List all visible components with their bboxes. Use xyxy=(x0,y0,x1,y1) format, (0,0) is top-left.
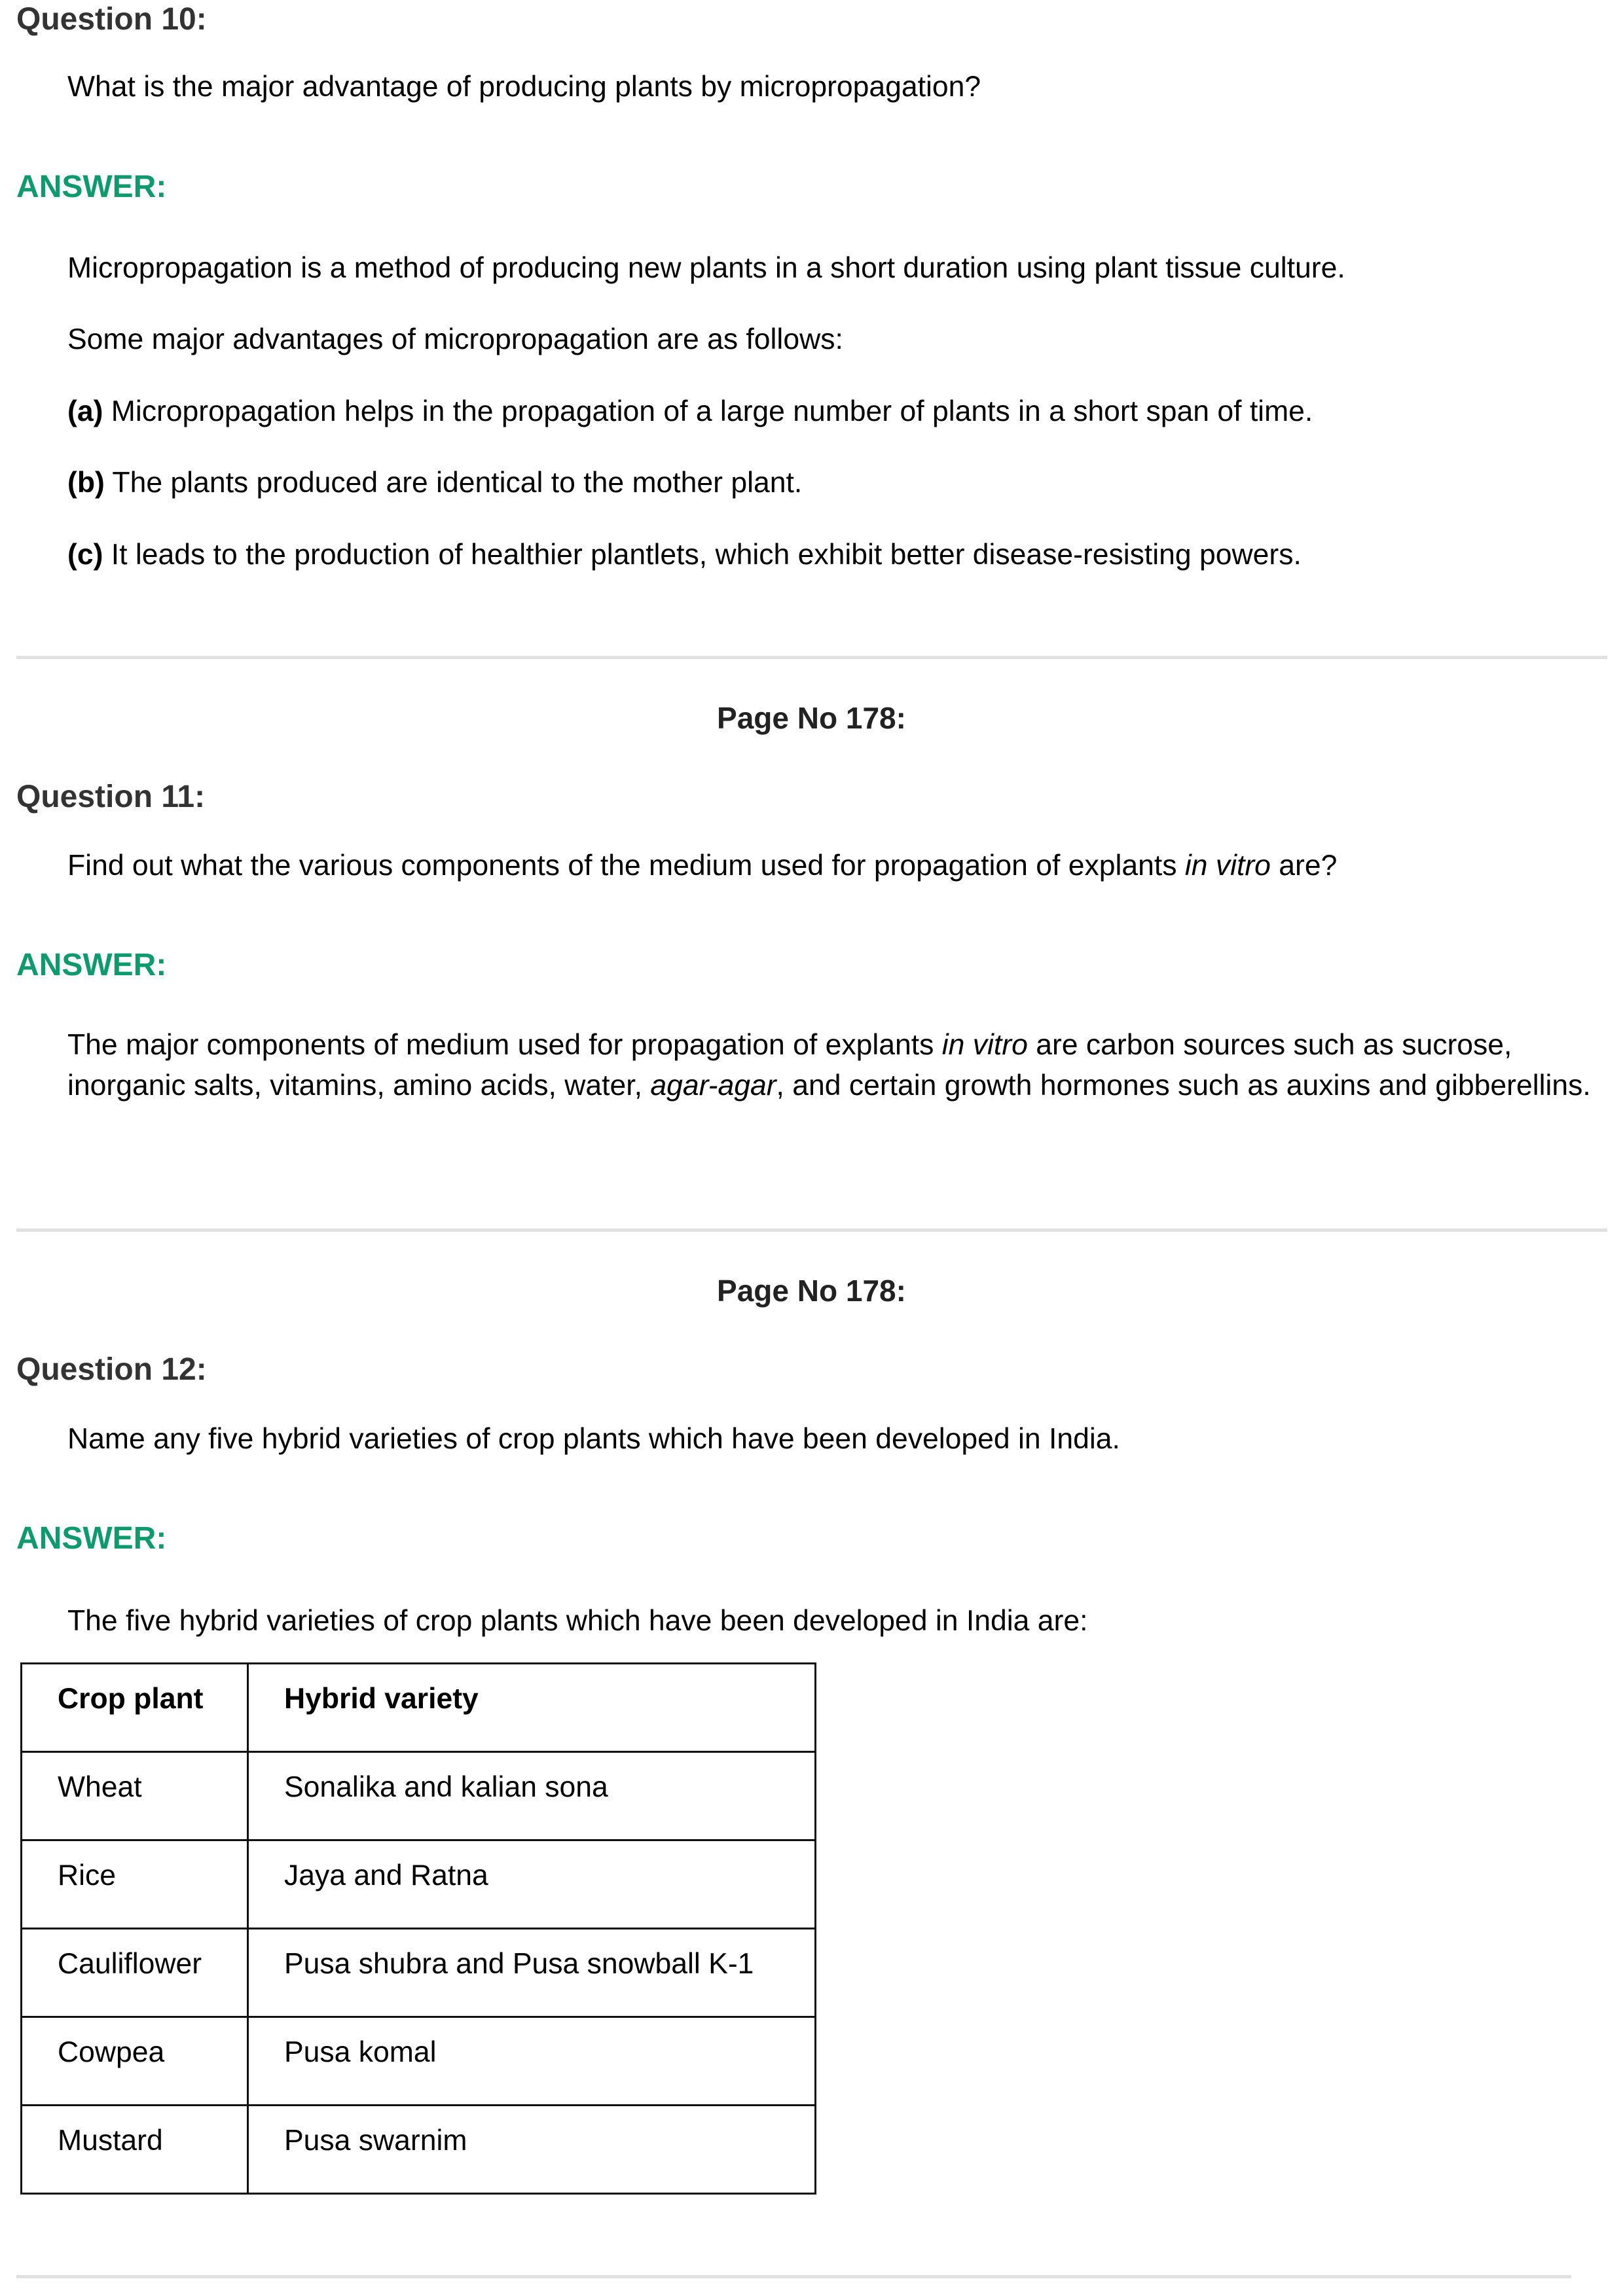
crop-plant-cell: Wheat xyxy=(22,1752,248,1840)
answer-q10-point-b xyxy=(67,467,802,499)
hybrid-variety-cell: Jaya and Ratna xyxy=(248,1840,816,1929)
answer-label-q12: ANSWER: xyxy=(16,1521,167,1556)
hybrid-varieties-table xyxy=(20,1662,816,2195)
point-text: It leads to the production of healthier plantlets, which exhibit better disease-resisting powers. xyxy=(103,539,1302,571)
question-10-heading: Question 10: xyxy=(16,2,207,37)
answer-q12-intro: The five hybrid varieties of crop plants which have been developed in India are: xyxy=(67,1605,1088,1637)
table-row xyxy=(22,1929,816,2017)
table-row xyxy=(22,1752,816,1840)
answer-label-q10: ANSWER: xyxy=(16,170,167,204)
crop-plant-cell: Cowpea xyxy=(22,2017,248,2106)
answer-q11-text xyxy=(67,1025,1606,1106)
question-text-part: Find out what the various components of the medium used for propagation of explants xyxy=(67,850,1185,882)
hybrid-variety-cell: Pusa swarnim xyxy=(248,2106,816,2194)
column-header-crop-plant: Crop plant xyxy=(22,1664,248,1752)
point-text: The plants produced are identical to the mother plant. xyxy=(104,467,803,499)
question-12-heading: Question 12: xyxy=(16,1352,207,1387)
hybrid-variety-cell: Pusa shubra and Pusa snowball K-1 xyxy=(248,1929,816,2017)
question-text-part: are? xyxy=(1270,850,1338,882)
point-label: (c) xyxy=(67,539,103,571)
answer-label-q11: ANSWER: xyxy=(16,948,167,982)
answer-q10-intro: Micropropagation is a method of producing new plants in a short duration using plant tissue culture. xyxy=(67,252,1345,284)
crop-plant-cell: Rice xyxy=(22,1840,248,1929)
table-header-row xyxy=(22,1664,816,1752)
question-italic-term: in vitro xyxy=(1184,850,1271,882)
question-10-text: What is the major advantage of producing plants by micropropagation? xyxy=(67,71,981,103)
table-row xyxy=(22,1840,816,1929)
answer-text-part: The major components of medium used for propagation of explants xyxy=(67,1029,942,1061)
page-number-label: Page No 178: xyxy=(717,1274,906,1308)
section-divider xyxy=(16,2275,1571,2278)
crop-plant-cell: Cauliflower xyxy=(22,1929,248,2017)
answer-italic-term: in vitro xyxy=(941,1029,1028,1061)
hybrid-variety-cell: Sonalika and kalian sona xyxy=(248,1752,816,1840)
answer-q10-lead: Some major advantages of micropropagation are as follows: xyxy=(67,323,843,355)
answer-text-part: are carbon sources such as sucrose, inorganic salts, vitamins, amino acids, water, xyxy=(67,1029,1512,1102)
crop-plant-cell: Mustard xyxy=(22,2106,248,2194)
answer-q10-point-a xyxy=(67,395,1313,428)
answer-italic-term: agar-agar xyxy=(650,1069,776,1102)
answer-text-part: , and certain growth hormones such as auxins and gibberellins. xyxy=(776,1069,1591,1102)
answer-q10-point-c xyxy=(67,539,1302,571)
point-label: (b) xyxy=(67,467,105,499)
point-label: (a) xyxy=(67,395,103,427)
section-divider xyxy=(16,1229,1607,1232)
table-row xyxy=(22,2106,816,2194)
hybrid-variety-cell: Pusa komal xyxy=(248,2017,816,2106)
column-header-hybrid-variety: Hybrid variety xyxy=(248,1664,816,1752)
question-11-text xyxy=(67,850,1337,882)
page-number-label: Page No 178: xyxy=(717,701,906,735)
question-11-heading: Question 11: xyxy=(16,780,206,814)
section-divider xyxy=(16,656,1607,659)
question-12-text: Name any five hybrid varieties of crop plants which have been developed in India. xyxy=(67,1423,1120,1455)
table-row xyxy=(22,2017,816,2106)
point-text: Micropropagation helps in the propagation of a large number of plants in a short span of time. xyxy=(103,395,1313,427)
